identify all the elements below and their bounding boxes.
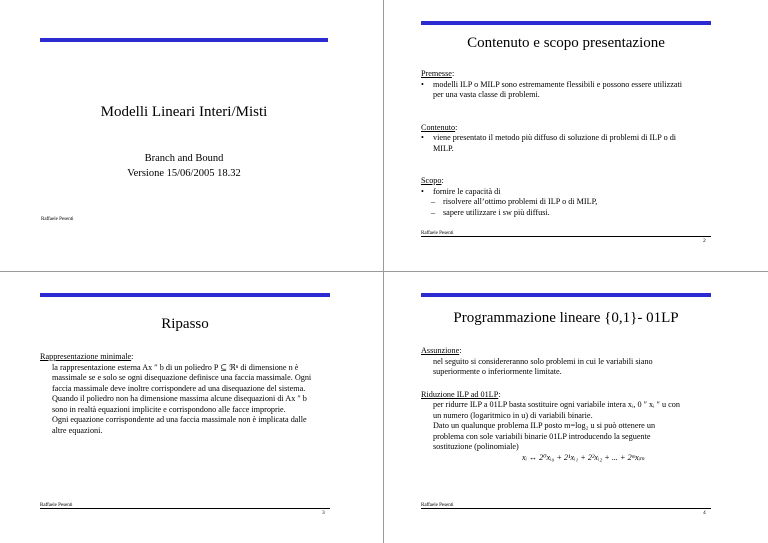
slide-3-title-bar <box>40 293 330 297</box>
assunzione-label: Assunzione <box>421 346 460 355</box>
riduzione-label: Riduzione ILP ad 01LP <box>421 389 499 399</box>
slide-3-line-7: altre equazioni. <box>52 425 103 435</box>
slide-4-title: Programmazione lineare {0,1}- 01LP <box>453 310 679 326</box>
slide-3-line-1: la rappresentazione esterna Ax ″ b di un poliedro P ⊆ ℜⁿ di dimensione n è <box>52 362 299 372</box>
scopo-sub-item-1: – risolvere all’ottimo problemi di ILP o di MILP, <box>431 197 598 206</box>
slide-1-title: Modelli Lineari Interi/Misti <box>100 104 268 120</box>
assunzione-line-1: nel seguito si considereranno solo problemi in cui le variabili siano <box>433 356 653 366</box>
riduzione-line-4: problema con sole variabili binarie 01LP introducendo la seguente <box>433 431 651 441</box>
slide-1-subtitle-method: Branch and Bound <box>144 153 224 164</box>
slide-2-title: Contenuto e scopo presentazione <box>467 35 665 51</box>
contenuto-item-line2: MILP. <box>433 143 454 153</box>
assunzione-line-2: superiormente o inferiormente limitate. <box>433 367 562 376</box>
slide-4 <box>384 272 768 543</box>
slide-1-footer: Raffaele Pesenti <box>41 217 74 222</box>
slide-1 <box>0 0 384 271</box>
slide-1-title-bar <box>40 38 328 42</box>
scopo-item: • fornire le capacità di <box>421 186 501 196</box>
slide-4-footer: Raffaele Pesenti <box>421 503 454 508</box>
premesse-item-line2: per una vasta classe di problemi. <box>433 90 540 99</box>
contenuto-item: • viene presentato il metodo più diffuso di soluzione di problemi di ILP o di MILP. <box>421 133 677 153</box>
slide-2-footer: Raffaele Pesenti <box>421 231 454 236</box>
slide-3 <box>0 272 384 543</box>
riduzione-line-2: un numero (logaritmico in u) di variabili binarie. <box>433 410 593 420</box>
riduzione-line-5: sostituzione (polinomiale) <box>433 442 519 451</box>
slide-3-footer-line <box>40 508 330 509</box>
riduzione-line-1: per ridurre ILP a 01LP basta sostituire ogni variabile intera xᵢ, 0 ″ xᵢ ″ u con <box>433 400 680 409</box>
premesse-item-line1: modelli ILP o MILP sono estremamente flessibili e possono essere utilizzati <box>433 79 683 89</box>
scopo-sub-item-2: – sapere utilizzare i sw più diffusi. <box>431 207 550 217</box>
slide-3-footer: Raffaele Pesenti <box>40 503 73 508</box>
slide-3-line-5: sono in realtà equazioni implicite e corrispondono alle facce improprie. <box>52 404 286 414</box>
slide-2-title-bar <box>421 21 711 25</box>
slide-2-footer-line <box>421 236 711 237</box>
rappresentazione-label: Rappresentazione minimale <box>40 352 132 361</box>
slide-3-title: Ripasso <box>161 316 209 332</box>
slide-4-body: Assunzione: nel seguito si considereranno solo problemi in cui le variabili siano superiormente o inferiormente limitate. Riduzione ILP ad 01LP: per ridurre ILP a 01LP basta sostituire ogni variabile intera xᵢ, 0 ″ xᵢ ″ u con un numero (logaritmico in u) di variabili binarie. Dato un qualunque problema ILP posto m=log₂ u si può ottenere un problema con sole variabili binarie 01LP introducendo la seguente sostituzione (polinomiale) xᵢ ↔ 2⁰xᵢ₀ + 2¹xᵢ₁ + 2²xᵢ₂ + ... + 2ᵐxᵢₘ <box>421 346 726 463</box>
premesse-label: Premesse <box>421 69 452 78</box>
slide-2-body: Premesse: • modelli ILP o MILP sono estremamente flessibili e possono essere utilizzati per una vasta classe di problemi. Contenuto: • viene presentato il metodo più diffuso di soluzione di problemi di ILP o di MILP. Scopo: • fornire le capacità di – risolvere all’ottimo problemi di ILP o di MILP, – sapere utilizzare i sw più diffusi. <box>421 69 721 218</box>
substitution-formula: xᵢ ↔ 2⁰xᵢ₀ + 2¹xᵢ₁ + 2²xᵢ₂ + ... + 2ᵐxᵢₘ <box>521 452 646 462</box>
slide-1-subtitle-version: Versione 15/06/2005 18.32 <box>127 168 241 179</box>
slide-4-footer-line <box>421 508 711 509</box>
slide-2 <box>384 0 768 271</box>
slide-3-body: Rappresentazione minimale: la rappresentazione esterna Ax ″ b di un poliedro P ⊆ ℜⁿ di dimensione n è massimale se e solo se ogni disequazione definisce una faccia massimale. Ogni faccia massimale deve inoltre corrispondere ad una disequazione del sistema. Quando il poliedro non ha dimensione massima alcune disequazioni di Ax ″ b sono in realtà equazioni implicite e corrispondono alle facce improprie. Ogni equazione corrispondente ad una faccia massimale non è implicata dalle altre equazioni. <box>40 352 340 436</box>
slide-3-line-6: Ogni equazione corrispondente ad una faccia massimale non è implicata dalle <box>52 415 307 424</box>
slide-3-line-4: Quando il poliedro non ha dimensione massima alcune disequazioni di Ax ″ b <box>52 394 307 403</box>
slide-2-page-number: 2 <box>703 238 706 244</box>
scopo-label: Scopo <box>421 176 442 185</box>
contenuto-item-line1: viene presentato il metodo più diffuso di soluzione di problemi di ILP o di <box>433 133 677 142</box>
slide-4-page-number: 4 <box>703 510 706 516</box>
premesse-item: • modelli ILP o MILP sono estremamente flessibili e possono essere utilizzati per una vasta classe di problemi. <box>421 79 683 99</box>
slide-4-title-bar <box>421 293 711 297</box>
slide-3-line-3: faccia massimale deve inoltre corrispondere ad una disequazione del sistema. <box>52 383 306 393</box>
contenuto-label: Contenuto <box>421 122 456 132</box>
slide-3-page-number: 3 <box>322 510 325 516</box>
slide-3-line-2: massimale se e solo se ogni disequazione definisce una faccia massimale. Ogni <box>52 373 312 382</box>
riduzione-line-3: Dato un qualunque problema ILP posto m=log₂ u si può ottenere un <box>433 421 656 430</box>
